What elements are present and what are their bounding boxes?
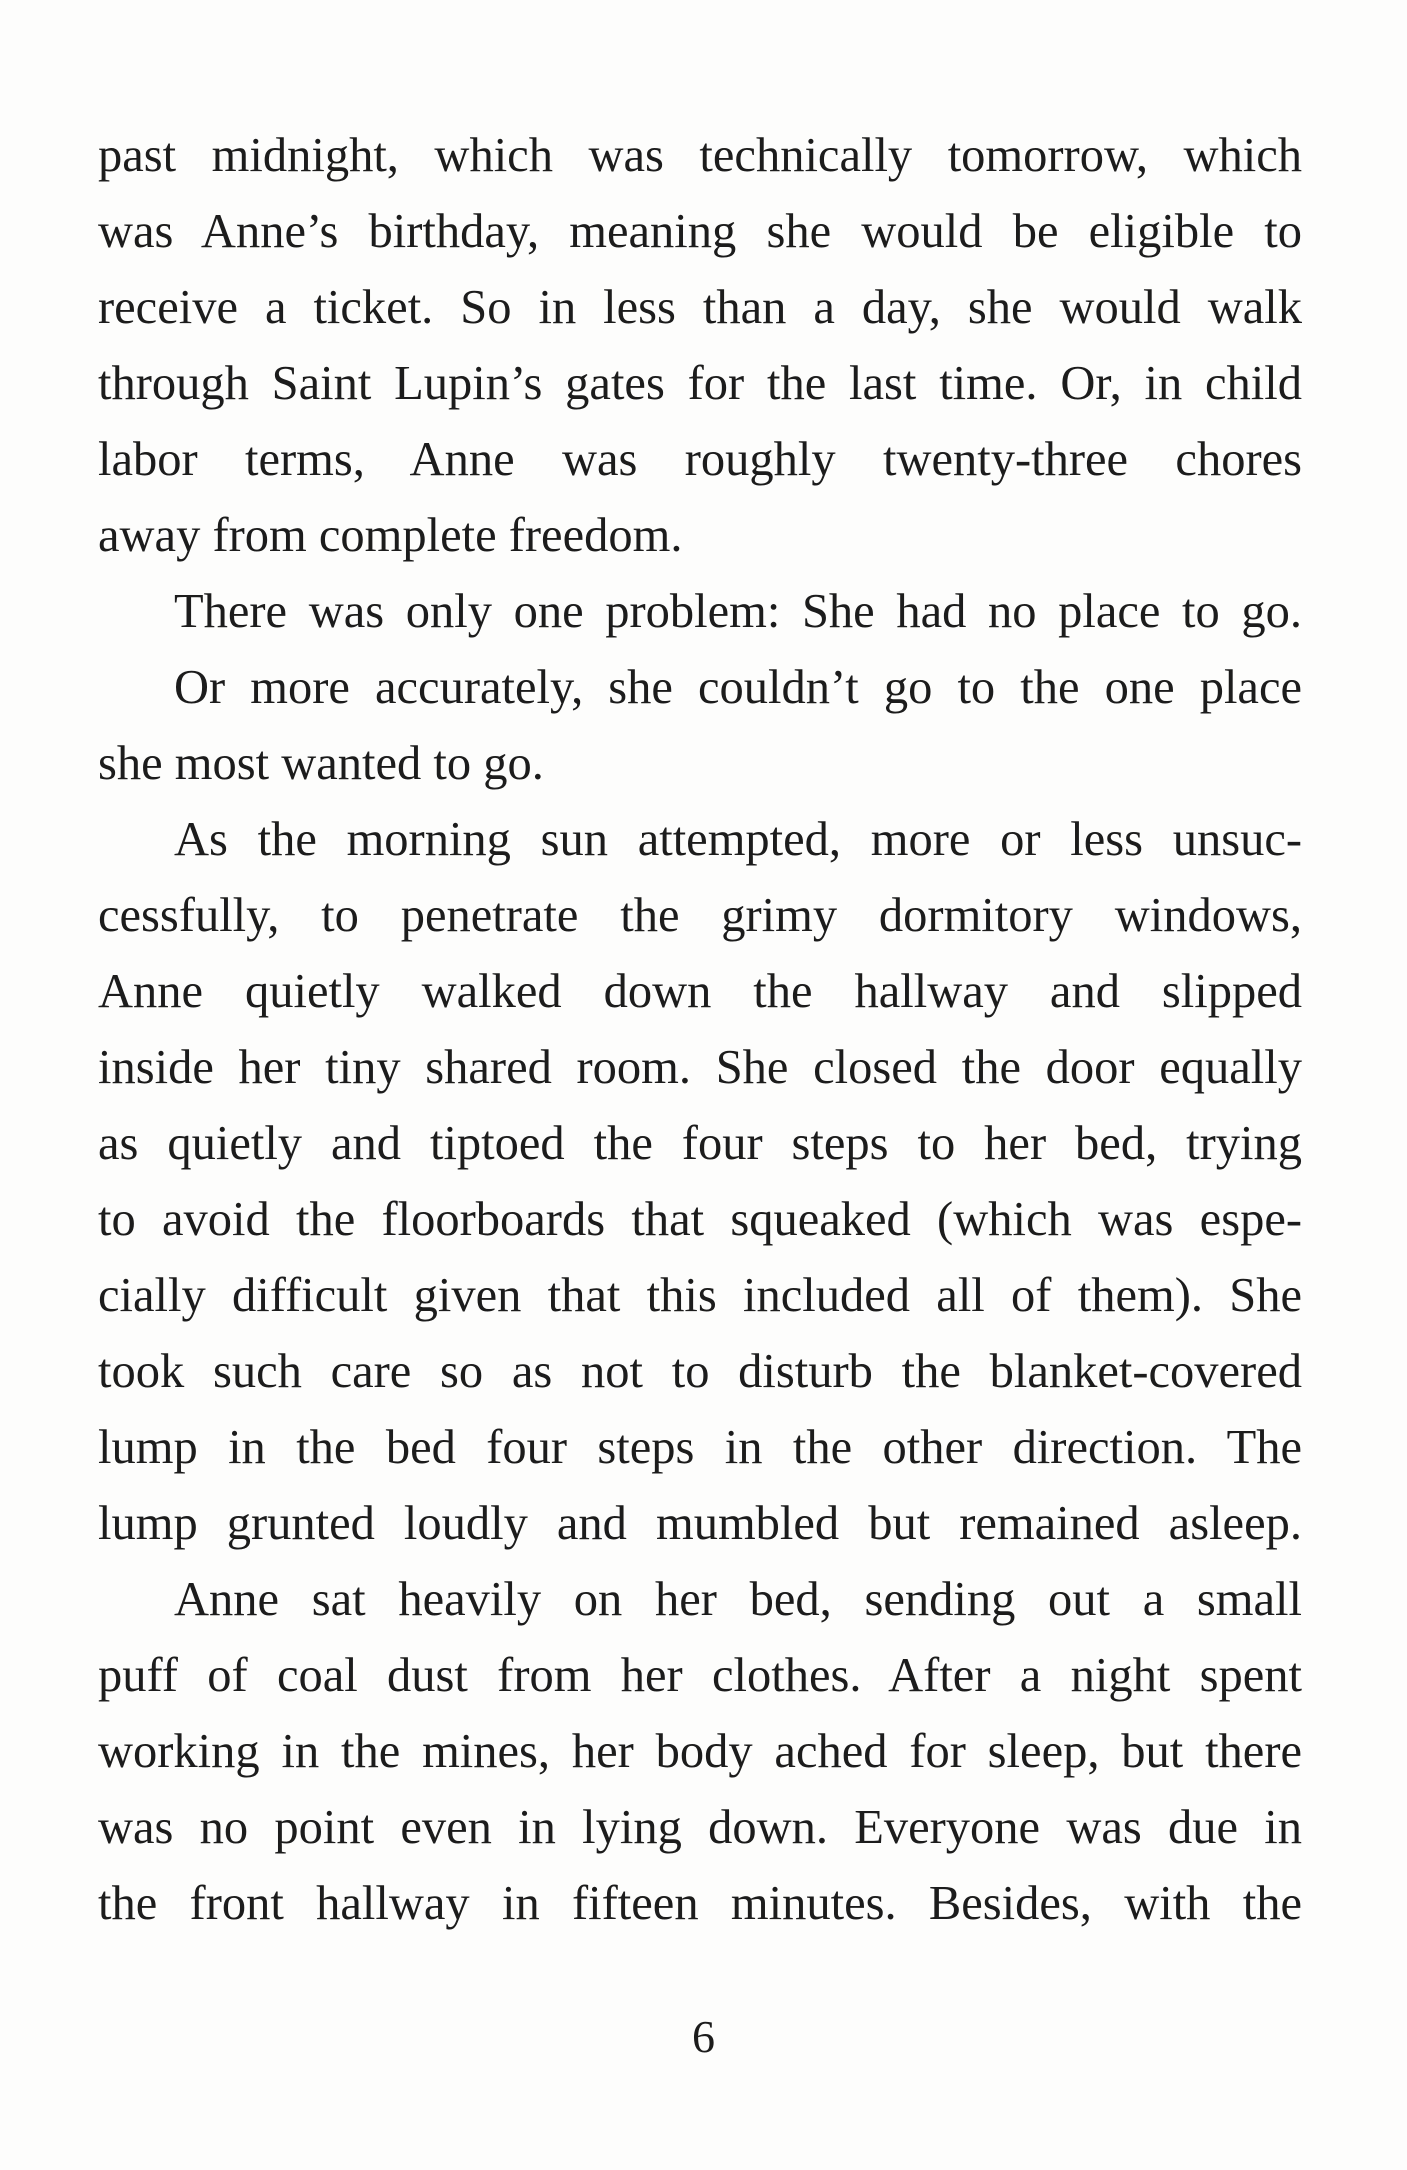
paragraph-1: [98, 118, 1302, 574]
text-line: receive a ticket. So in less than a day, she would walk: [98, 281, 1302, 334]
text-line: puff of coal dust from her clothes. After a night spent: [98, 1649, 1302, 1702]
text-line: cially difficult given that this included all of them). She: [98, 1269, 1302, 1322]
text-line: lump in the bed four steps in the other direction. The: [98, 1421, 1302, 1474]
text-line: As the morning sun attempted, more or less unsuc-: [174, 813, 1302, 866]
paragraph-5: [98, 1562, 1302, 1942]
paragraph-3: [98, 650, 1302, 802]
text-line: to avoid the floorboards that squeaked (which was espe-: [98, 1193, 1302, 1246]
text-line: she most wanted to go.: [98, 737, 544, 790]
text-line: away from complete freedom.: [98, 509, 683, 562]
text-line: labor terms, Anne was roughly twenty-three chores: [98, 433, 1302, 486]
text-line: Anne quietly walked down the hallway and slipped: [98, 965, 1302, 1018]
text-line: through Saint Lupin’s gates for the last time. Or, in child: [98, 357, 1302, 410]
page-number: 6: [692, 2011, 715, 2062]
text-line: was Anne’s birthday, meaning she would be eligible to: [98, 205, 1302, 258]
text-line: lump grunted loudly and mumbled but remained asleep.: [98, 1497, 1302, 1550]
text-line: inside her tiny shared room. She closed the door equally: [98, 1041, 1302, 1094]
text-line: past midnight, which was technically tomorrow, which: [98, 129, 1302, 182]
text-line: was no point even in lying down. Everyone was due in: [98, 1801, 1302, 1854]
text-line: Anne sat heavily on her bed, sending out a small: [174, 1573, 1302, 1626]
paragraph-4: [98, 802, 1302, 1562]
text-line: cessfully, to penetrate the grimy dormitory windows,: [98, 889, 1302, 942]
text-line: as quietly and tiptoed the four steps to her bed, trying: [98, 1117, 1302, 1170]
text-line: Or more accurately, she couldn’t go to the one place: [174, 661, 1302, 714]
text-line: took such care so as not to disturb the blanket-covered: [98, 1345, 1302, 1398]
paragraph-2: [98, 574, 1302, 650]
text-line: the front hallway in fifteen minutes. Besides, with the: [98, 1877, 1302, 1930]
text-line: working in the mines, her body ached for sleep, but there: [98, 1725, 1302, 1778]
body-text: [98, 118, 1302, 1942]
text-line: There was only one problem: She had no place to go.: [174, 585, 1302, 638]
